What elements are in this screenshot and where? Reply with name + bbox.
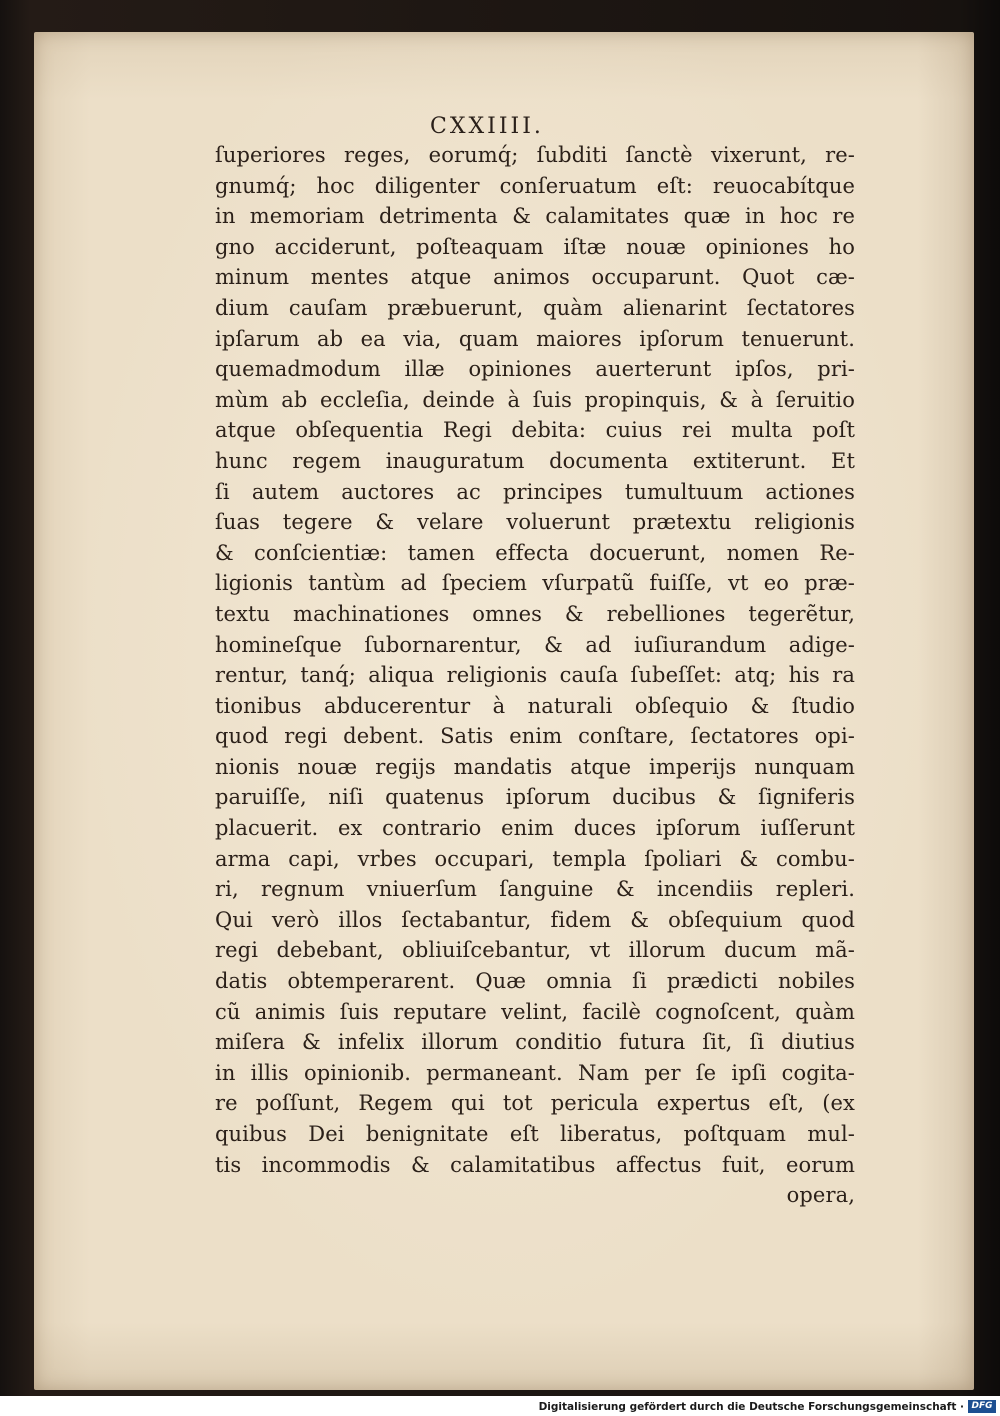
text-line: dium cauſam præbuerunt, quàm alienarint ſectatores <box>215 295 855 320</box>
text-line: ſi autem auctores ac principes tumultuum actiones <box>215 479 855 504</box>
text-line: Qui verò illos ſectabantur, fidem & obſequium quod <box>215 907 855 932</box>
text-line: regi debebant, obliuiſcebantur, vt illorum ducum mã- <box>215 938 855 963</box>
text-line: gnumq́; hoc diligenter conſeruatum eſt: reuocabítque <box>215 173 855 198</box>
text-line: ipſarum ab ea via, quam maiores ipſorum tenuerunt. <box>215 326 855 351</box>
text-line: quibus Dei benignitate eſt liberatus, poſtquam mul- <box>215 1122 855 1146</box>
text-line: quemadmodum illæ opiniones auerterunt ipſos, pri- <box>215 357 855 382</box>
dfg-logo: DFG <box>968 1400 996 1413</box>
text-line: arma capi, vrbes occupari, templa ſpoliari & combu- <box>215 846 855 871</box>
text-line: nionis nouæ regijs mandatis atque imperijs nunquam <box>215 754 855 779</box>
text-line: atque obſequentia Regi debita: cuius rei multa poſt <box>215 418 855 443</box>
text-line: ligionis tantùm ad ſpeciem vſurpatũ fuiſſe, vt eo præ- <box>215 571 855 596</box>
text-line: in illis opinionib. permaneant. Nam per ſe ipſi cogita- <box>215 1060 855 1085</box>
text-line: ri, regnum vniuerſum ſanguine & incendiis repleri. <box>215 877 855 902</box>
text-line: opera, <box>786 1183 855 1208</box>
text-line: hunc regem inauguratum documenta extiterunt. Et <box>215 448 855 473</box>
text-line: re poſſunt, Regem qui tot pericula expertus eſt, (ex <box>215 1091 855 1116</box>
text-line: tis incommodis & calamitatibus affectus fuit, eorum <box>215 1152 855 1177</box>
text-line: in memoriam detrimenta & calamitates quæ in hoc re <box>215 204 855 229</box>
text-line: & conſcientiæ: tamen effecta docuerunt, nomen Re- <box>215 540 855 565</box>
body-text <box>215 140 855 1211</box>
text-line: homineſque ſubornarentur, & ad iuſiurandum adige- <box>215 632 855 657</box>
text-line: mùm ab eccleſia, deinde à ſuis propinquis, & à ſeruitio <box>215 387 855 412</box>
page-number: CXXIIII. <box>430 114 544 139</box>
text-line: tionibus abducerentur à naturali obſequio & ſtudio <box>215 693 855 718</box>
text-line: quod regi debent. Satis enim conſtare, ſectatores opi- <box>215 724 855 749</box>
text-line: gno acciderunt, poſteaquam iſtæ nouæ opiniones ho <box>215 234 855 259</box>
text-line: textu machinationes omnes & rebelliones tegerẽtur, <box>215 601 855 626</box>
text-line: datis obtemperarent. Quæ omnia ſi prædicti nobiles <box>215 969 855 994</box>
text-line: miſera & infelix illorum conditio futura ſit, ſi diutius <box>215 1030 855 1055</box>
text-line: ſuperiores reges, eorumq́; ſubditi ſanctè vixerunt, re- <box>215 143 855 167</box>
text-line: paruiſſe, niſi quatenus ipſorum ducibus & ſigniferis <box>215 785 855 810</box>
text-line: minum mentes atque animos occuparunt. Quot cæ- <box>215 265 855 290</box>
text-line: cũ animis ſuis reputare velint, facilè cognoſcent, quàm <box>215 999 855 1024</box>
text-line: placuerit. ex contrario enim duces ipſorum iuſſerunt <box>215 816 855 841</box>
text-line: rentur, tanq́; aliqua religionis cauſa ſubeſſet: atq; his ra <box>215 663 855 688</box>
digitization-credit: Digitalisierung gefördert durch die Deutsche Forschungsgemeinschaft · <box>538 1401 964 1413</box>
text-line: ſuas tegere & velare voluerunt prætextu religionis <box>215 510 855 535</box>
